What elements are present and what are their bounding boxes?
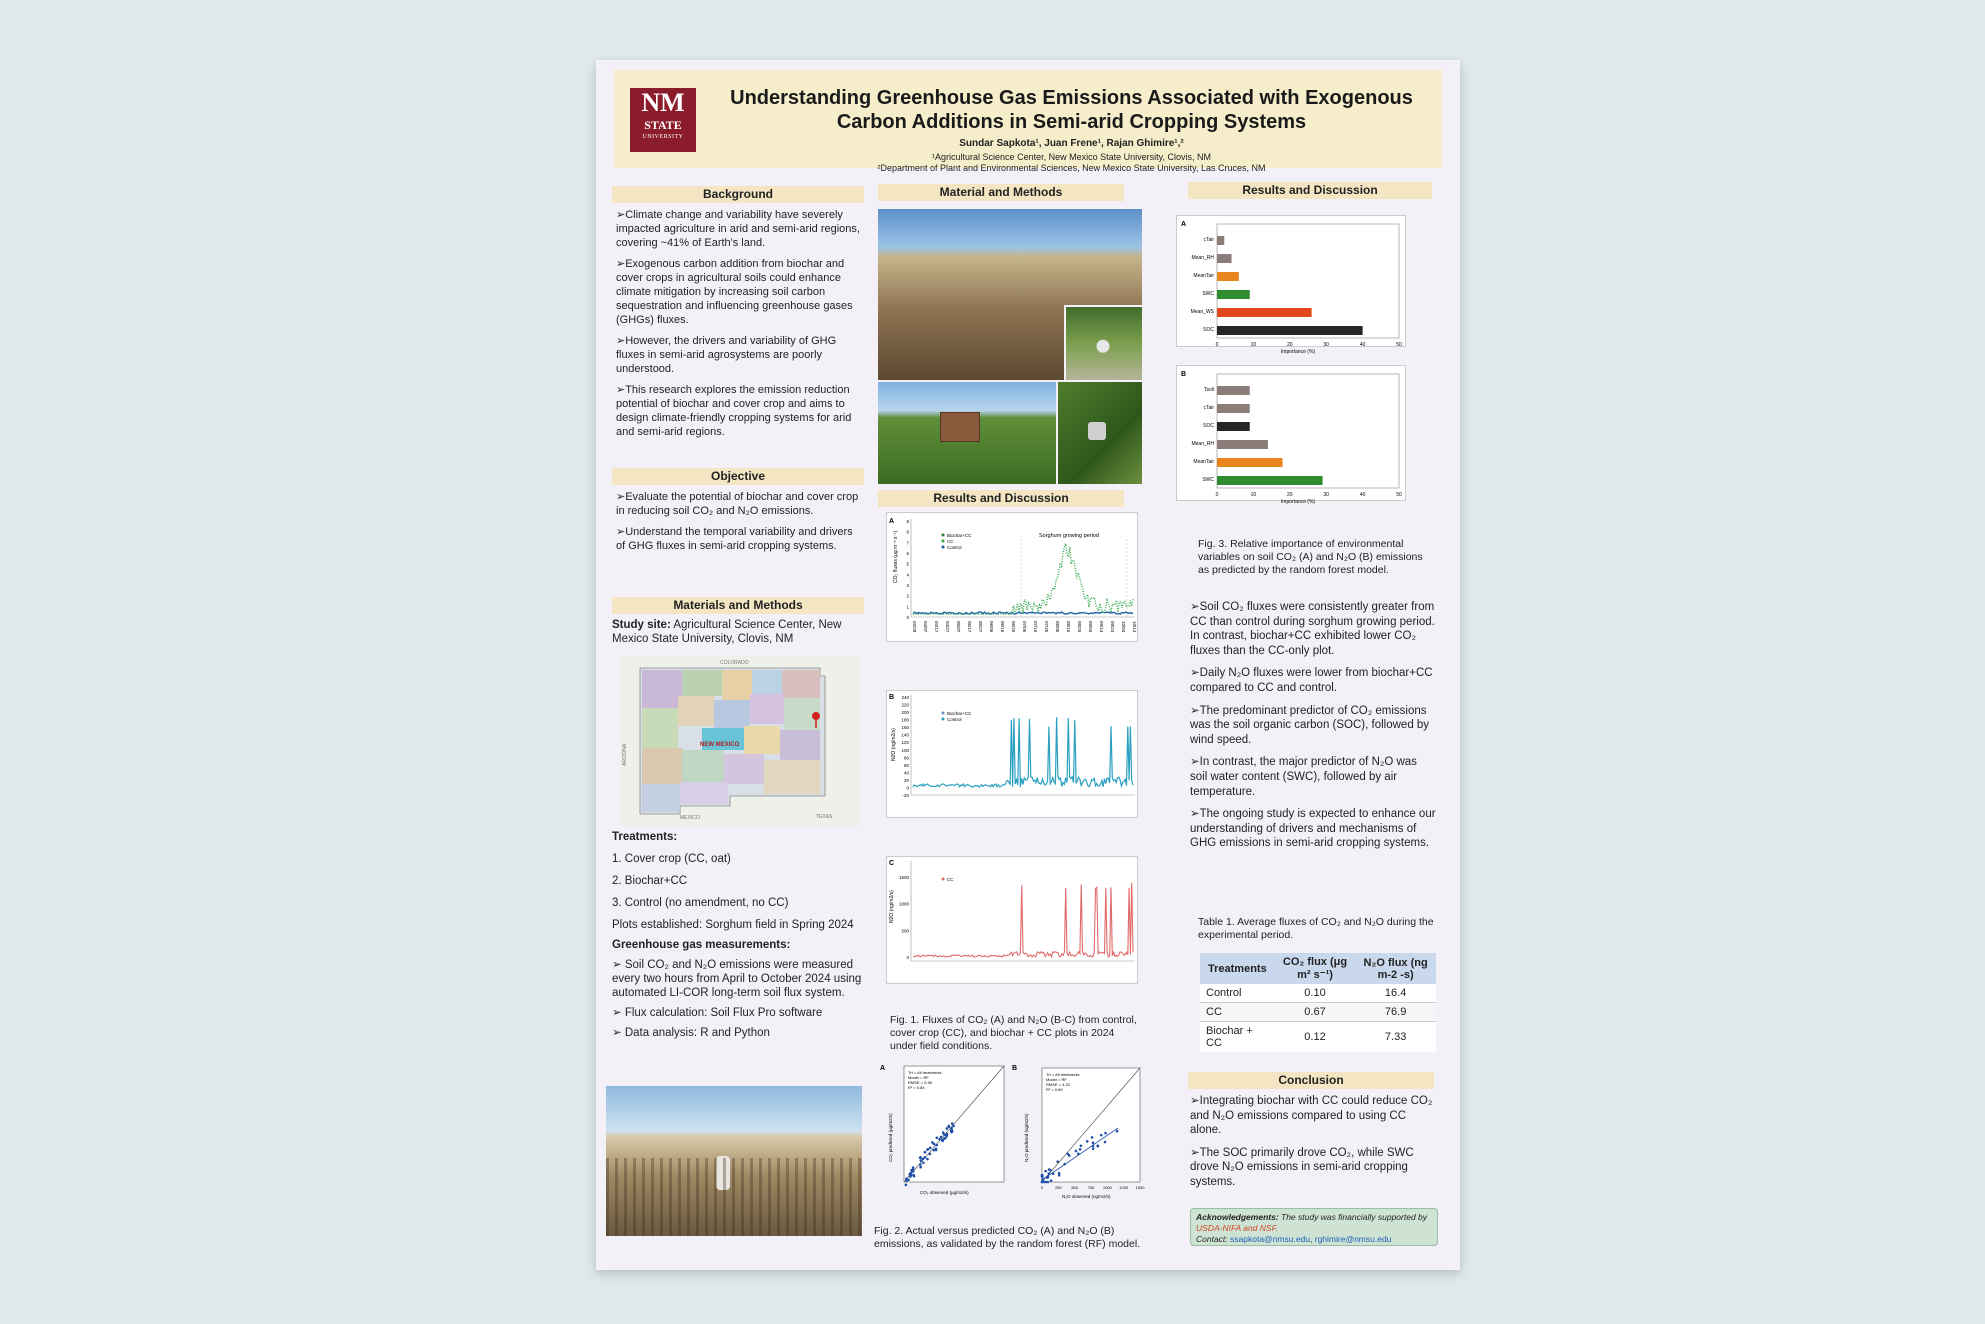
results-item: ➢The ongoing study is expected to enhance our understanding of drivers and mechanisms of GHG emissions in semi-arid cropping systems. (1190, 808, 1436, 850)
fig2a-point (929, 1147, 932, 1150)
fig2a-point (950, 1127, 953, 1130)
background-list (616, 208, 864, 446)
results-list (1190, 600, 1436, 858)
importance-category-label: Mean_RH (1191, 255, 1214, 261)
fig2b-point (1100, 1134, 1103, 1137)
fig2b-point (1041, 1178, 1044, 1181)
new-mexico-map (620, 656, 860, 826)
importance-tick-label: 30 (1323, 342, 1329, 348)
fig2a-stat: Trt = All treatments (908, 1070, 942, 1075)
x-tick-label: 07/26 (1044, 621, 1049, 633)
fig2b-point (1063, 1163, 1066, 1166)
importance-bar (1217, 308, 1312, 317)
fig2b-point (1092, 1142, 1095, 1145)
fig2b-point (1086, 1140, 1089, 1143)
x-tick-label: 06/16 (1000, 621, 1005, 633)
fig2a-point (942, 1131, 945, 1134)
fig2b-stat: Model = RF (1046, 1077, 1067, 1082)
importance-bar (1217, 422, 1250, 431)
x-tick-label: 04/07 (923, 621, 928, 633)
contact-label: Contact: (1196, 1234, 1231, 1244)
contact-email-1[interactable]: ssapkota@nmsu.edu (1230, 1234, 1311, 1244)
table-cell: 0.12 (1304, 1031, 1326, 1043)
treatment-item: 3. Control (no amendment, no CC) (612, 897, 789, 909)
fig2a-point (910, 1174, 913, 1177)
title-line-1: Understanding Greenhouse Gas Emissions Associated with Exogenous (730, 87, 1413, 109)
field-photo-technician (606, 1086, 862, 1236)
y-tick-label: 80 (903, 755, 909, 761)
fig2a-point (931, 1141, 934, 1144)
x-tick-label: 09/04 (1088, 621, 1093, 633)
fig2a-point (919, 1163, 922, 1166)
importance-category-label: SOC (1203, 423, 1214, 429)
ghg-item: ➢ Data analysis: R and Python (612, 1027, 770, 1039)
y-tick-label: 220 (901, 702, 909, 708)
fig2a-point (920, 1159, 923, 1162)
chart-n2o-fluxes-b (886, 690, 1138, 818)
fig2a-xlabel: CO₂ observed (μg/m2/s) (920, 1190, 969, 1195)
axis-title-n2o-c: N2O (ng/m2/s) (889, 890, 895, 923)
treatments-block (612, 830, 864, 1040)
legend-biochar-cc-b: Biochar+CC (947, 711, 972, 716)
legend-control-b: Control (947, 717, 962, 722)
objective-list (616, 490, 864, 560)
title-line-2: Carbon Additions in Semi-arid Cropping Systems (836, 111, 1307, 133)
fig2b-point (1056, 1160, 1059, 1163)
ghg-item: ➢ Soil CO₂ and N₂O emissions were measured every two hours from April to October 2024 using automated LI-COR long-term soil flux system. (612, 959, 862, 999)
fig2a-stat: Model = RF (908, 1075, 929, 1080)
x-tick-label: 09/14 (1099, 621, 1104, 633)
importance-tick-label: 20 (1287, 342, 1293, 348)
panel-label-2b: B (1012, 1065, 1018, 1072)
fig2a-point (941, 1139, 944, 1142)
y-tick-label: 100 (901, 747, 909, 753)
x-tick-label: 05/07 (956, 621, 961, 633)
results-heading-right: Results and Discussion (1188, 182, 1432, 199)
importance-category-label: Mean_RH (1191, 441, 1214, 447)
x-tick-label: 03/28 (912, 621, 917, 633)
poster-title (704, 86, 1439, 134)
fig2a-point (905, 1184, 908, 1187)
y-tick-label: 2 (906, 593, 909, 599)
fig2b-point (1116, 1130, 1119, 1133)
importance-tick-label: 0 (1215, 342, 1219, 348)
field-photo-chambers (878, 209, 1142, 380)
y-tick-label: 120 (901, 740, 909, 746)
annotation-growing-period: Sorghum growing period (1039, 533, 1099, 539)
table-cell: 0.10 (1304, 987, 1326, 999)
fig2b-point (1043, 1181, 1046, 1184)
panel-label-a: A (889, 518, 895, 525)
plots-established: Plots established: Sorghum field in Spring 2024 (612, 919, 854, 931)
conclusion-item: ➢The SOC primarily drove CO₂, while SWC drove N₂O emissions in semi-arid cropping systems. (1190, 1146, 1414, 1188)
importance-category-label: Tsoil (1203, 387, 1214, 393)
poster-header (614, 70, 1442, 173)
fig2a-point (935, 1149, 938, 1152)
fig2a-point (921, 1158, 924, 1161)
y-tick-label: 140 (901, 732, 909, 738)
y-tick-label: 1500 (898, 875, 909, 880)
ack-funder: USDA-NIFA and NSF. (1196, 1223, 1279, 1233)
background-heading: Background (612, 186, 864, 203)
fig2b-point (1096, 1145, 1099, 1148)
ghg-heading: Greenhouse gas measurements: (612, 939, 791, 951)
importance-bar (1217, 404, 1250, 413)
y-tick-label: 20 (903, 777, 909, 783)
y-tick-label: 500 (901, 928, 909, 934)
table-cell: CC (1206, 1006, 1222, 1018)
fig2a-point (924, 1151, 927, 1154)
fig2-caption: Fig. 2. Actual versus predicted CO₂ (A) and N₂O (B) emissions, as validated by the random forest (RF) model. (874, 1225, 1141, 1250)
y-tick-label: 5 (906, 561, 909, 567)
nmsu-logo (630, 88, 696, 152)
legend-biochar-cc: Biochar+CC (947, 533, 972, 538)
importance-bar (1217, 476, 1323, 485)
table-cell: 16.4 (1384, 987, 1407, 999)
treatment-item: 1. Cover crop (CC, oat) (612, 853, 731, 865)
x-tick-label: 08/25 (1077, 621, 1082, 633)
table-caption: Table 1. Average fluxes of CO₂ and N₂O during the experimental period. (1198, 916, 1434, 941)
x-tick-label: 05/27 (978, 621, 983, 633)
fig2a-stat: R² = 0.84 (908, 1085, 925, 1090)
fig2b-point (1092, 1147, 1095, 1150)
fig2b-stat: R² = 0.69 (1046, 1087, 1063, 1092)
fig2a-point (919, 1166, 922, 1169)
fig2a-point (926, 1158, 929, 1161)
importance-chart-b (1176, 365, 1406, 505)
table-cell: Control (1206, 987, 1242, 999)
fig2a-point (951, 1122, 954, 1125)
fig2a-stat: RMSE = 0.38 (908, 1080, 932, 1085)
table-cell: 0.67 (1304, 1006, 1326, 1018)
fig2b-point (1079, 1148, 1082, 1151)
objective-heading: Objective (612, 468, 864, 485)
fig2a-point (927, 1148, 930, 1151)
conclusion-heading: Conclusion (1188, 1072, 1434, 1089)
fig2a-point (905, 1177, 908, 1180)
importance-category-label: Mean_WS (1190, 309, 1214, 315)
field-photo-closeup (1058, 382, 1142, 484)
importance-bar (1217, 326, 1363, 335)
fig2b-point (1048, 1172, 1051, 1175)
fig2b-point (1050, 1179, 1053, 1182)
results-item: ➢In contrast, the major predictor of N₂O was soil water content (SWC), followed by air temperature. (1190, 756, 1417, 798)
panel-label-b: B (889, 694, 895, 701)
importance-category-label: SOC (1203, 327, 1214, 333)
importance-bar (1217, 458, 1283, 467)
y-tick-label: 180 (901, 717, 909, 723)
objective-item: ➢Understand the temporal variability and drivers of GHG fluxes in semi-arid cropping systems. (616, 526, 853, 552)
x-tick-label: 04/17 (934, 621, 939, 633)
fig2b-tick-label: 1000 (1102, 1185, 1112, 1190)
fig2b-point (1091, 1136, 1094, 1139)
fig2b-ylabel: N₂O predicted (ng/m2/s) (1024, 1113, 1029, 1162)
y-tick-label: 8 (906, 529, 909, 535)
fig1-caption: Fig. 1. Fluxes of CO₂ (A) and N₂O (B-C) from control, cover crop (CC), and biochar + CC plots in 2024 under field conditions. (890, 1014, 1137, 1052)
results-item: ➢Soil CO₂ fluxes were consistently greater from CC than control during sorghum growing period. In contrast, biochar+CC exhibited lower CO₂ fluxes than the CC-only plot. (1190, 601, 1435, 657)
table-header: Treatments (1208, 962, 1267, 975)
importance-bar (1217, 272, 1239, 281)
fig2a-point (924, 1156, 927, 1159)
poster (596, 60, 1460, 1270)
importance-category-label: SWC (1202, 291, 1214, 297)
fig2a-point (950, 1131, 953, 1134)
fig2b-point (1077, 1152, 1080, 1155)
table-cell: 7.33 (1384, 1031, 1407, 1043)
x-tick-label: 07/16 (1033, 621, 1038, 633)
fig2a-point (945, 1127, 948, 1130)
axis-title-n2o-b: N2O (ng/m2/s) (891, 728, 897, 761)
x-tick-label: 04/27 (945, 621, 950, 633)
x-tick-label: 07/06 (1022, 621, 1027, 633)
y-tick-label: 160 (901, 725, 909, 731)
background-item: ➢Climate change and variability have severely impacted agriculture in arid and semi-arid regions, covering ~41% of Earth's land. (616, 209, 860, 249)
x-tick-label: 05/17 (967, 621, 972, 633)
authors: Sundar Sapkota¹, Juan Frene¹, Rajan Ghimire¹,² (959, 138, 1184, 149)
ack-label: Acknowledgements: (1196, 1212, 1279, 1222)
importance-axis-label: Importance (%) (1280, 349, 1316, 355)
fig2b-point (1058, 1174, 1061, 1177)
importance-tick-label: 40 (1359, 492, 1366, 498)
results-item: ➢Daily N₂O fluxes were lower from biochar+CC compared to CC and control. (1190, 667, 1433, 694)
y-tick-label: 1 (906, 604, 909, 610)
importance-category-label: cTair (1203, 405, 1214, 411)
fig2b-stat: Trt = All treatments (1046, 1072, 1080, 1077)
y-tick-label: -20 (902, 793, 909, 798)
field-photo-sorghum (878, 382, 1056, 484)
fig2b-point (1075, 1150, 1078, 1153)
conclusion-list (1190, 1094, 1436, 1197)
fig2b-tick-label: 1250 (1119, 1185, 1129, 1190)
study-site-text: Agricultural Science Center, New Mexico State University, Clovis, NM (612, 619, 842, 645)
affiliation-2: ²Department of Plant and Environmental Sciences, New Mexico State University, Las Cruces, NM (877, 163, 1266, 173)
fig2a-point (938, 1138, 941, 1141)
map-label-mexico: MEXICO (680, 815, 700, 821)
fig2b-tick-label: 0 (1040, 1185, 1044, 1190)
fig2b-point (1049, 1169, 1052, 1172)
fig2b-xlabel: N₂O observed (ng/m2/s) (1062, 1194, 1111, 1199)
results-heading-mid: Results and Discussion (878, 490, 1124, 507)
y-tick-label: 0 (906, 785, 909, 791)
fig2a-point (940, 1136, 943, 1139)
importance-tick-label: 30 (1323, 492, 1329, 498)
chart-n2o-fluxes-c (886, 856, 1138, 984)
flux-table (1200, 953, 1436, 1052)
site-location-marker (812, 712, 820, 720)
fig2b-point (1080, 1144, 1083, 1147)
legend-cc-c: CC (947, 877, 954, 882)
x-tick-label: 09/24 (1110, 621, 1115, 633)
fig2a-point (922, 1161, 925, 1164)
table-row (1200, 984, 1436, 1003)
fig2b-point (1104, 1141, 1107, 1144)
fig3-caption: Fig. 3. Relative importance of environmental variables on soil CO₂ (A) and N₂O (B) emissions as predicted by the random forest model. (1198, 538, 1423, 576)
importance-bar (1217, 254, 1232, 263)
fig2a-ylabel: CO₂ predicted (μg/m2/s) (888, 1113, 893, 1162)
objective-item: ➢Evaluate the potential of biochar and cover crop in reducing soil CO₂ and N₂O emissions. (616, 491, 859, 517)
fig2b-stat: RMSE = 4.20 (1046, 1082, 1070, 1087)
fig2a-point (919, 1156, 922, 1159)
conclusion-item: ➢Integrating biochar with CC could reduce CO₂ and N₂O emissions compared to using CC alone. (1190, 1095, 1433, 1137)
contact-email-2[interactable]: rghimire@nmsu.edu (1314, 1234, 1392, 1244)
map-label-state: NEW MEXICO (700, 742, 740, 748)
importance-tick-label: 40 (1359, 342, 1366, 348)
importance-tick-label: 10 (1250, 492, 1257, 498)
importance-category-label: MeanTair (1193, 273, 1214, 279)
table-cell: Biochar + CC (1206, 1025, 1253, 1049)
importance-tick-label: 20 (1287, 492, 1293, 498)
table-header: CO₂ flux (μg m² s⁻¹) (1282, 956, 1348, 981)
table-row (1200, 1022, 1436, 1053)
y-tick-label: 200 (901, 710, 909, 716)
material-methods-heading: Material and Methods (878, 184, 1124, 201)
materials-heading: Materials and Methods (612, 597, 864, 614)
treatments-heading: Treatments: (612, 831, 678, 843)
fig2a-point (911, 1170, 914, 1173)
y-tick-label: 7 (906, 540, 909, 546)
panel-label-c: C (889, 860, 895, 867)
fig2b-point (1044, 1170, 1047, 1173)
fig2a-point (936, 1136, 939, 1139)
fig2b-tick-label: 500 (1071, 1185, 1079, 1190)
fig2b-point (1092, 1145, 1095, 1148)
fig2a-point (952, 1125, 955, 1128)
map-label-arizona: ARIZONA (622, 743, 628, 766)
importance-bar (1217, 440, 1268, 449)
background-item: ➢Exogenous carbon addition from biochar and cover crops in agricultural soils could enhance climate mitigation by increasing soil carbon sequestration and influencing greenhouse gases (GHGs) fluxes. (616, 258, 853, 326)
map-label-colorado: COLORADO (720, 660, 749, 666)
importance-tick-label: 10 (1250, 342, 1257, 348)
y-tick-label: 1000 (898, 901, 909, 907)
fig2b-point (1047, 1176, 1050, 1179)
results-item: ➢The predominant predictor of CO₂ emissions was the soil organic carbon (SOC), followed by wind speed. (1190, 704, 1430, 746)
y-tick-label: 9 (906, 519, 909, 524)
fig2b-tick-label: 1500 (1135, 1185, 1145, 1190)
fig2b-point (1068, 1154, 1071, 1157)
importance-bar (1217, 236, 1224, 245)
x-tick-label: 10/04 (1121, 621, 1126, 633)
ghg-item: ➢ Flux calculation: Soil Flux Pro software (612, 1007, 823, 1019)
importance-tick-label: 50 (1396, 342, 1402, 348)
y-tick-label: 4 (906, 572, 909, 578)
x-tick-label: 10/14 (1132, 621, 1137, 633)
acknowledgements-box: Acknowledgements: The study was financially supported by USDA-NIFA and NSF. Contact: ssapkota@nmsu.edu, rghimire@nmsu.edu (1190, 1208, 1438, 1246)
y-tick-label: 3 (906, 583, 909, 588)
panel-label-3b: B (1181, 371, 1187, 378)
x-tick-label: 08/05 (1055, 621, 1060, 633)
importance-category-label: SWC (1202, 477, 1214, 483)
legend-cc: CC (947, 539, 954, 544)
importance-category-label: MeanTair (1193, 459, 1214, 465)
fig2b-tick-label: 250 (1054, 1185, 1062, 1190)
affiliation-1: ¹Agricultural Science Center, New Mexico State University, Clovis, NM (932, 152, 1211, 162)
y-tick-label: 240 (901, 695, 909, 700)
table-header: N₂O flux (ng m-2 -s) (1363, 956, 1428, 981)
fig2a-point (935, 1144, 938, 1147)
fig2b-point (1052, 1172, 1055, 1175)
map-label-texas: TEXAS (816, 814, 833, 820)
ack-text: The study was financially supported by (1278, 1212, 1428, 1222)
panel-label-2a: A (880, 1065, 886, 1072)
study-site (612, 618, 864, 646)
importance-bar (1217, 386, 1250, 395)
x-tick-label: 06/06 (989, 621, 994, 633)
y-tick-label: 60 (903, 762, 909, 768)
fig2b-point (1041, 1174, 1044, 1177)
legend-control: Control (947, 545, 962, 550)
chart-actual-vs-predicted (878, 1062, 1144, 1202)
panel-label-3a: A (1181, 221, 1187, 228)
fig2b-point (1047, 1181, 1050, 1184)
logo-university: UNIVERSITY (642, 134, 684, 140)
logo-nm: NM (641, 88, 685, 117)
fig2b-point (1104, 1132, 1107, 1135)
background-item: ➢However, the drivers and variability of GHG fluxes in semi-arid agrosystems are poorly understood. (616, 335, 837, 375)
fig2a-point (948, 1125, 951, 1128)
y-tick-label: 40 (903, 770, 909, 776)
fig2a-point (912, 1174, 915, 1177)
importance-chart-a (1176, 215, 1406, 355)
importance-tick-label: 50 (1396, 492, 1402, 498)
x-tick-label: 08/15 (1066, 621, 1071, 633)
importance-tick-label: 0 (1215, 492, 1219, 498)
fig2a-point (946, 1133, 949, 1136)
importance-category-label: cTair (1203, 237, 1214, 243)
logo-state: STATE (644, 118, 682, 132)
x-tick-label: 06/26 (1011, 621, 1016, 633)
chart-co2-fluxes (886, 512, 1138, 642)
background-item: ➢This research explores the emission reduction potential of biochar and cover crop and aims to design climate-friendly cropping systems for arid and semi-arid regions. (616, 384, 852, 438)
y-tick-label: 6 (906, 551, 909, 556)
fig2b-tick-label: 750 (1087, 1185, 1095, 1190)
study-site-label: Study site: (612, 619, 671, 631)
fig2a-point (929, 1153, 932, 1156)
y-tick-label: 0 (906, 615, 909, 620)
importance-axis-label: Importance (%) (1280, 499, 1316, 505)
importance-bar (1217, 290, 1250, 299)
table-cell: 76.9 (1384, 1006, 1407, 1018)
fig2a-point (932, 1149, 935, 1152)
axis-title-co2: CO₂ fluxes (μg m⁻² s⁻¹) (893, 530, 899, 583)
y-tick-label: 0 (906, 955, 909, 960)
table-row (1200, 1003, 1436, 1022)
treatment-item: 2. Biochar+CC (612, 875, 688, 887)
